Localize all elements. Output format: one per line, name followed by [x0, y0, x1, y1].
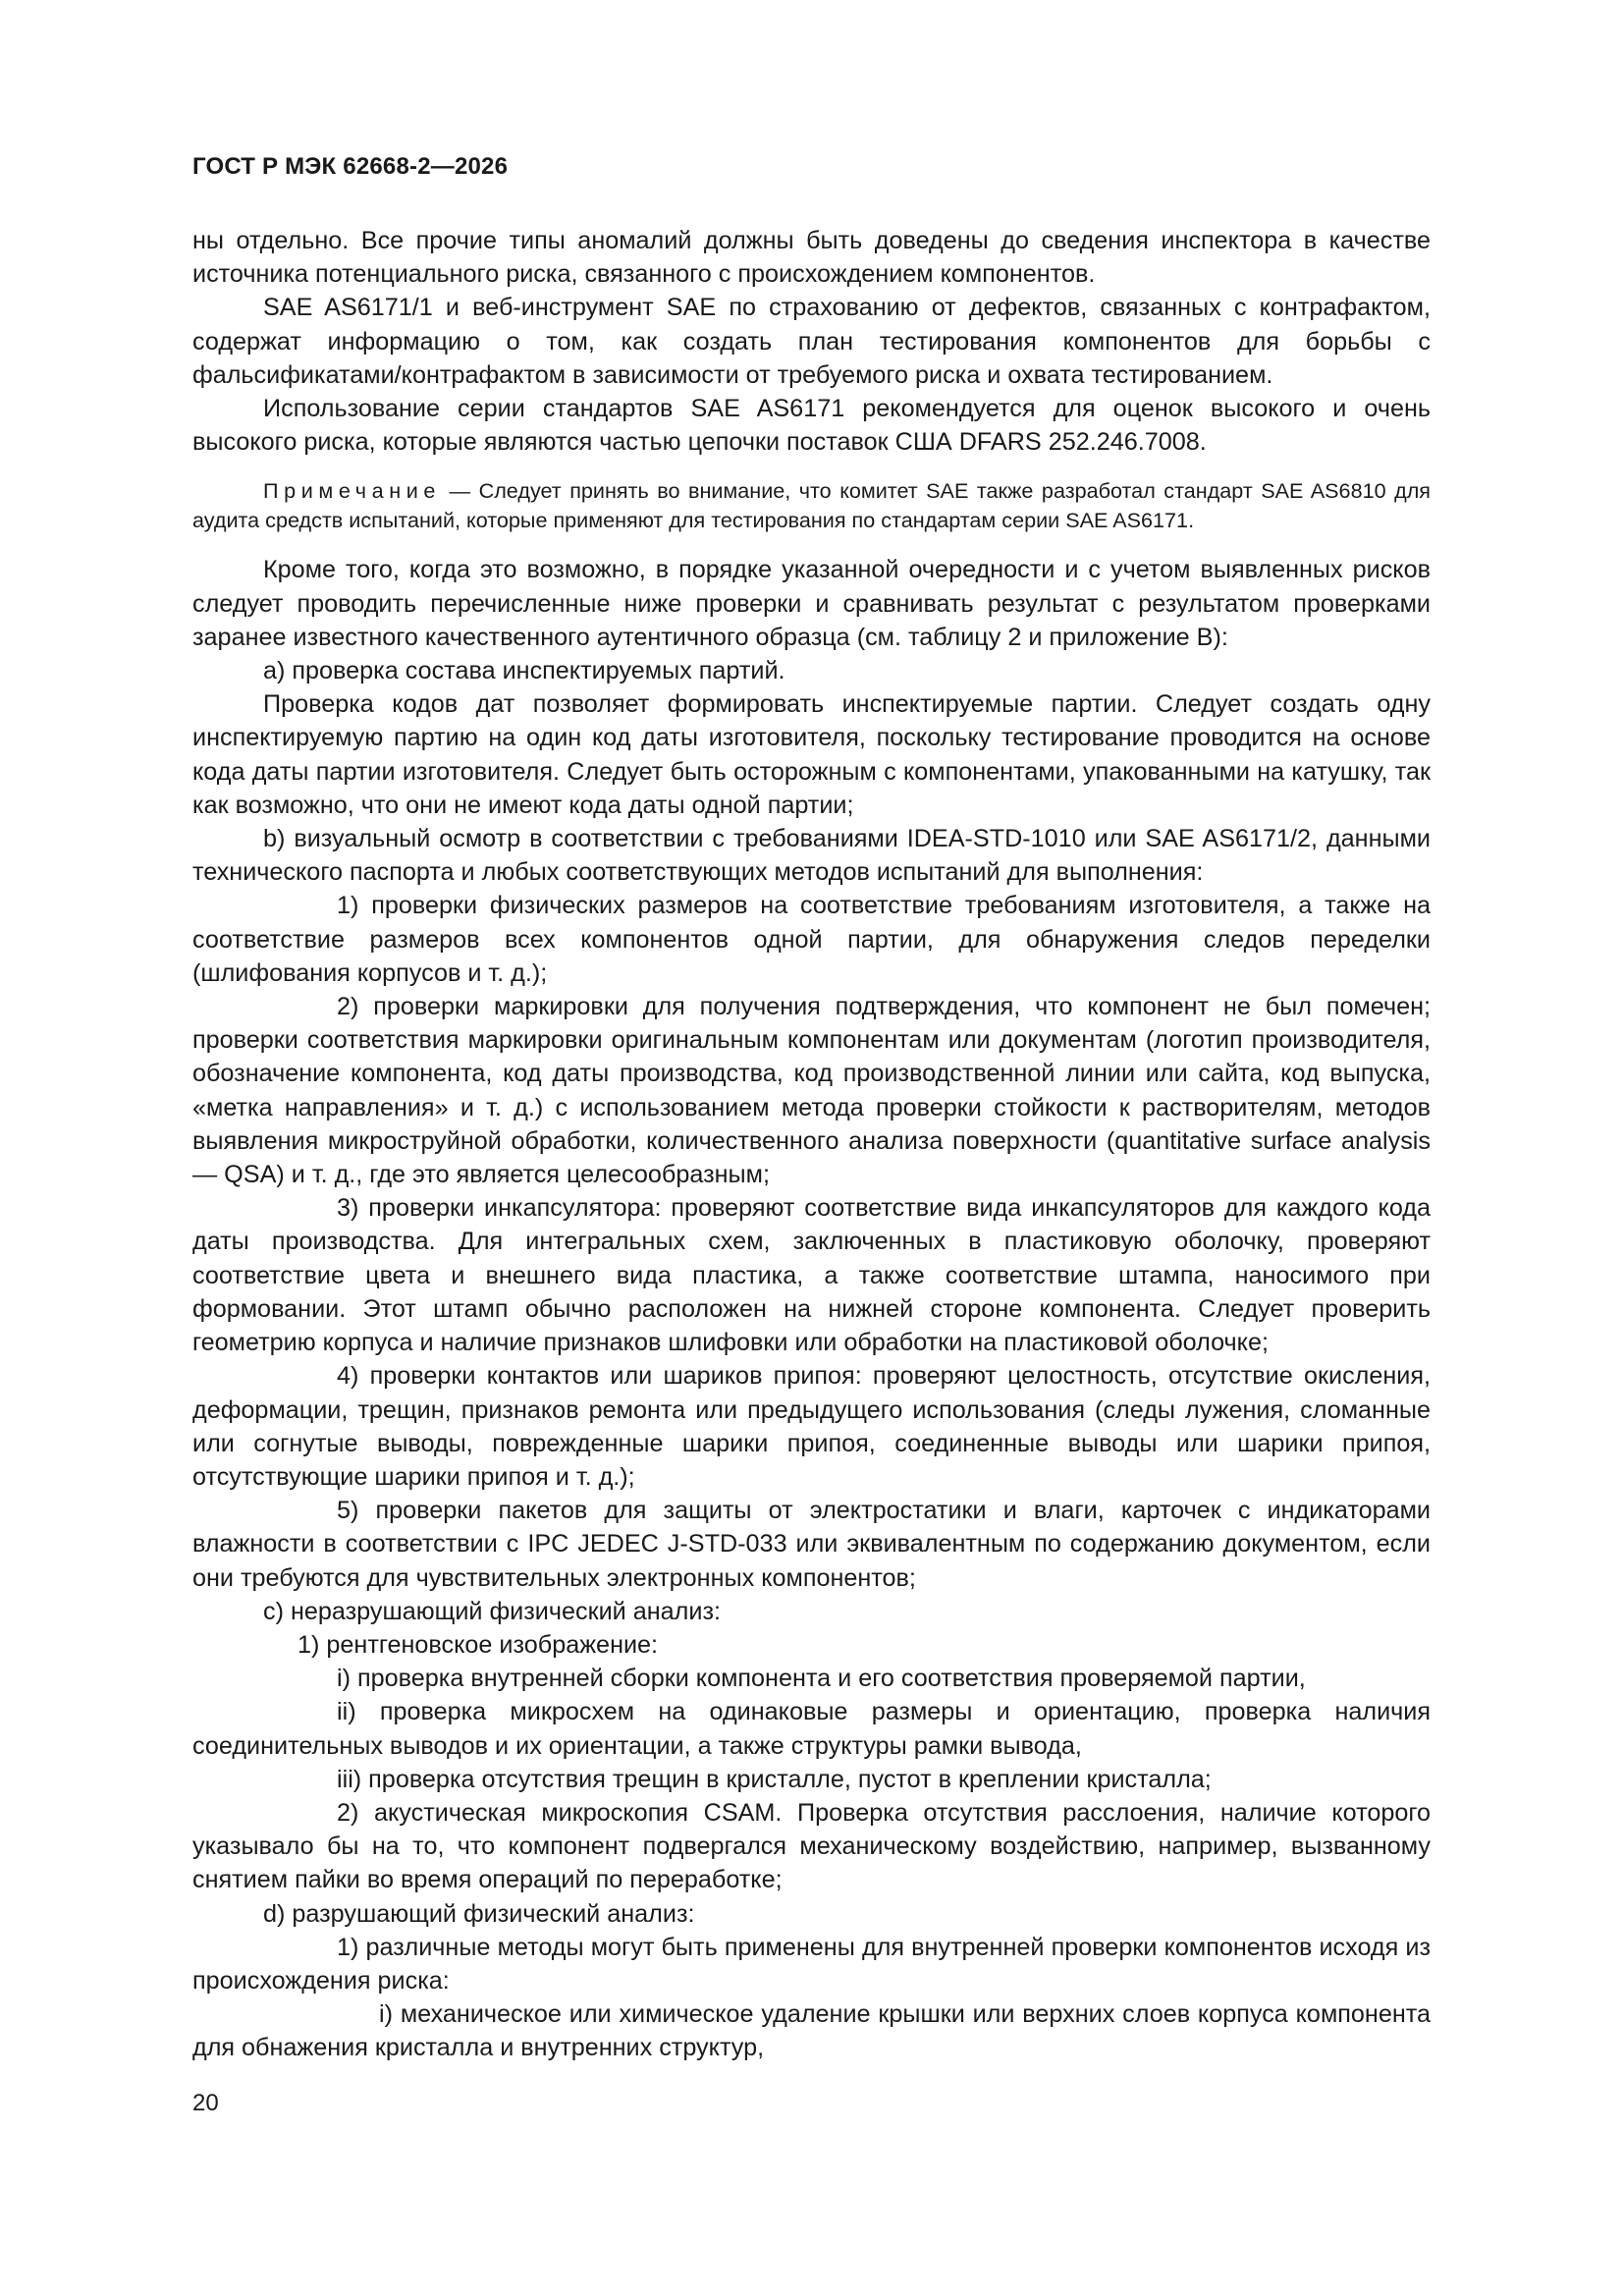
paragraph: 5) проверки пакетов для защиты от электростатики и влаги, карточек с индикаторами влажности в соответствии с IPC JEDEC J-STD-033 или эквивалентным по содержанию документом, если они требуются для чувствительных электронных компонентов;: [192, 1497, 1431, 1592]
paragraph: 2) проверки маркировки для получения подтверждения, что компонент не был помечен; проверки соответствия маркировки оригинальным компонентам или документам (логотип производителя, обозначение компонента, код даты производства, код производственной линии или сайта, код выпуска, «метка направления» и т. д.) с использованием метода проверки стойкости к растворителям, методов выявления микроструйной обработки, количественного анализа поверхности (quantitative surface analysis — QSA) и т. д., где это является целесообразным;: [192, 993, 1431, 1189]
paragraph: i) проверка внутренней сборки компонента и его соответствия проверяемой партии,: [337, 1665, 1306, 1693]
paragraph: 1) рентгеновское изображение:: [298, 1630, 659, 1659]
paragraph: 3) проверки инкапсулятора: проверяют соответствие вида инкапсуляторов для каждого кода даты производства. Для интегральных схем, заключенных в пластиковую оболочку, проверяют соответствие цвета и внешнего вида пластика, а также соответствие штампа, наносимого при формовании. Этот штамп обычно расположен на нижней стороне компонента. Следует проверить геометрию корпуса и наличие признаков шлифовки или обработки на пластиковой оболочке;: [192, 1194, 1431, 1357]
paragraph-group-checks: [192, 553, 1431, 2064]
paragraph: ii) проверка микросхем на одинаковые размеры и ориентацию, проверка наличия соединительных выводов и их ориентации, а также структуры рамки вывода,: [192, 1698, 1431, 1760]
paragraph: i) механическое или химическое удаление крышки или верхних слоев корпуса компонента для обнажения кристалла и внутренних структур,: [192, 2000, 1431, 2062]
paragraph: d) разрушающий физический анализ:: [263, 1899, 695, 1928]
note-text: — Следует принять во внимание, что комитет SAE также разработал стандарт SAE AS6810 для аудита средств испытаний, которые применяют для тестирования по стандартам серии SAE AS6171.: [192, 478, 1431, 533]
paragraph: с) неразрушающий физический анализ:: [263, 1597, 721, 1625]
paragraph: а) проверка состава инспектируемых партий.: [263, 657, 785, 685]
paragraph: 2) акустическая микроскопия CSAM. Проверка отсутствия расслоения, наличие которого указывало бы на то, что компонент подвергался механическому воздействию, например, вызванному снятием пайки во время операций по переработке;: [192, 1798, 1431, 1894]
paragraph: Проверка кодов дат позволяет формировать инспектируемые партии. Следует создать одну инспектируемую партию на один код даты изготовителя, поскольку тестирование проводится на основе кода даты партии изготовителя. Следует быть осторожным с компонентами, упакованными на катушку, так как возможно, что они не имеют кода даты одной партии;: [192, 690, 1431, 819]
paragraph: ны отдельно. Все прочие типы аномалий должны быть доведены до сведения инспектора в качестве источника потенциального риска, связанного с происхождением компонентов.: [192, 227, 1431, 289]
paragraph: Кроме того, когда это возможно, в порядке указанной очередности и с учетом выявленных рисков следует проводить перечисленные ниже проверки и сравнивать результат с результатом проверками заранее известного качественного аутентичного образца (см. таблицу 2 и приложение В):: [192, 556, 1431, 651]
paragraph: SAE AS6171/1 и веб-инструмент SAE по страхованию от дефектов, связанных с контрафактом, содержат информацию о том, как создать план тестирования компонентов для борьбы с фальсификатами/контрафактом в зависимости от требуемого риска и охвата тестированием.: [192, 294, 1431, 389]
paragraph: 4) проверки контактов или шариков припоя: проверяют целостность, отсутствие окисления, деформации, трещин, признаков ремонта или предыдущего использования (следы лужения, сломанные или согнутые выводы, поврежденные шарики припоя, соединенные выводы или шарики припоя, отсутствующие шарики припоя и т. д.);: [192, 1362, 1431, 1491]
paragraph: iii) проверка отсутствия трещин в кристалле, пустот в креплении кристалла;: [337, 1765, 1212, 1793]
page-number: 20: [192, 2090, 219, 2116]
paragraph: 1) проверки физических размеров на соответствие требованиям изготовителя, а также на соответствие размеров всех компонентов одной партии, для обнаружения следов переделки (шлифования корпусов и т. д.);: [192, 892, 1431, 987]
paragraph: b) визуальный осмотр в соответствии с требованиями IDEA-STD-1010 или SAE AS6171/2, данными технического паспорта и любых соответствующих методов испытаний для выполнения:: [192, 825, 1431, 887]
paragraph: Использование серии стандартов SAE AS6171 рекомендуется для оценок высокого и очень высокого риска, которые являются частью цепочки поставок США DFARS 252.246.7008.: [192, 395, 1431, 457]
note-lead: Примечание: [263, 478, 441, 504]
paragraph-group-intro: [192, 224, 1431, 459]
paragraph: 1) различные методы могут быть применены для внутренней проверки компонентов исходя из происхождения риска:: [192, 1933, 1431, 1995]
note-paragraph: [192, 476, 1431, 535]
document-header: ГОСТ Р МЭК 62668-2—2026: [192, 153, 509, 180]
document-body: [192, 224, 1431, 2065]
